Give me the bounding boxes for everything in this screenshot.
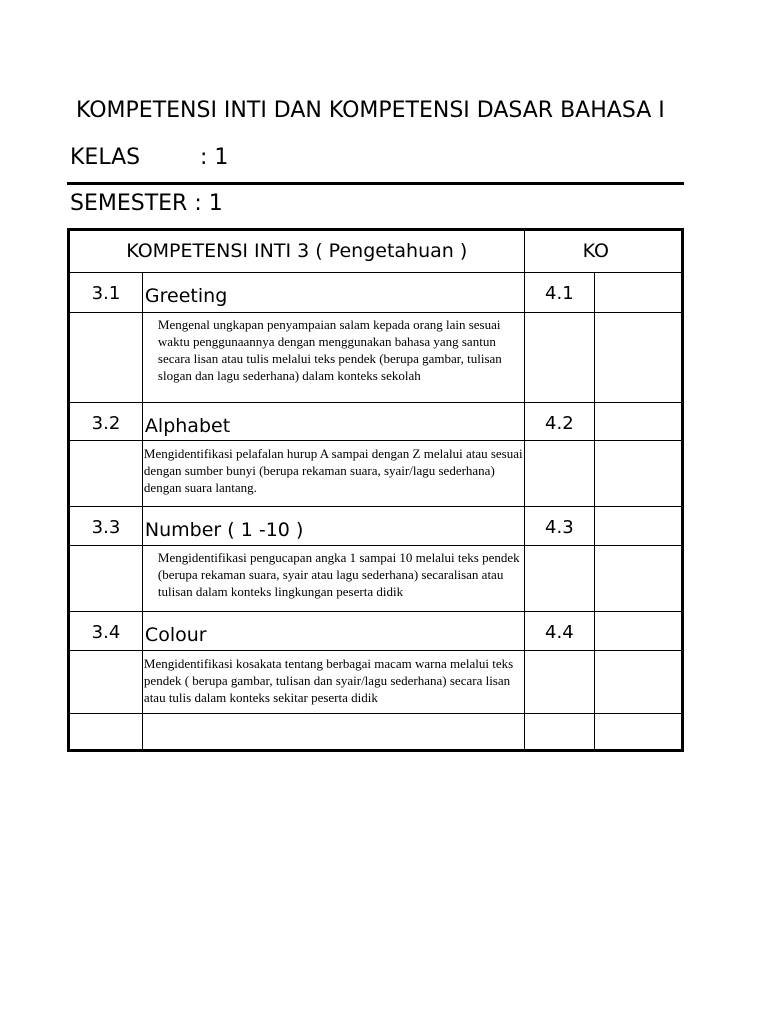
empty-cell (595, 651, 683, 714)
kd-right-cell (595, 273, 683, 313)
kd-description: Mengenal ungkapan penyampaian salam kepada orang lain sesuai waktu penggunaannya dengan menggunakan bahasa yang santun secara lisan atau tulis melalui teks pendek (berupa gambar, tulisan slogan dan lagu sederhana) dalam konteks sekolah (157, 317, 502, 383)
kd-description-cell (142, 441, 524, 507)
empty-cell (69, 313, 143, 403)
kd-description: Mengidentifikasi kosakata tentang berbagai macam warna melalui teks pendek ( berupa gambar, tulisan dan syair/lagu sederhana) secara lisan atau tulis dalam konteks sekitar peserta didik (143, 656, 514, 705)
kd-number: 3.2 (91, 413, 121, 434)
document-title: KOMPETENSI INTI DAN KOMPETENSI DASAR BAHASA I (76, 98, 665, 123)
kd-right-number-cell (524, 403, 595, 441)
competency-table (67, 228, 684, 752)
kd-description: Mengidentifikasi pelafalan hurup A sampai dengan Z melalui atau sesuai dengan sumber bunyi (berupa rekaman suara, syair/lagu sederhana) dengan suara lantang. (143, 446, 523, 495)
empty-cell (595, 546, 683, 612)
kd-topic: Alphabet (144, 415, 231, 437)
kd-number-cell (69, 403, 143, 441)
empty-cell (524, 546, 595, 612)
kd-number-cell (69, 612, 143, 651)
kd-right-cell (595, 507, 683, 546)
header-cell-ki4 (524, 230, 682, 273)
kd-right-number-cell (524, 507, 595, 546)
kd-number-cell (69, 507, 143, 546)
kelas-value: : 1 (200, 145, 229, 170)
kd-right-number-cell (524, 273, 595, 313)
kd-right-cell (595, 403, 683, 441)
empty-cell (595, 714, 683, 751)
semester-label: SEMESTER : 1 (70, 191, 223, 216)
table-row-description (69, 441, 683, 507)
empty-cell (524, 313, 595, 403)
table-header-row (69, 230, 683, 273)
header-ki4-text: KO (582, 240, 609, 262)
kd-right-cell (595, 612, 683, 651)
kd-topic: Number ( 1 -10 ) (144, 519, 304, 541)
table-row-description (69, 546, 683, 612)
table-row-description (69, 651, 683, 714)
empty-cell (595, 441, 683, 507)
kd-right-number: 4.1 (545, 283, 574, 304)
kd-description: Mengidentifikasi pengucapan angka 1 sampai 10 melalui teks pendek (berupa rekaman suara, syair atau lagu sederhana) secaralisan atau tulisan dalam konteks lingkungan peserta didik (157, 550, 520, 599)
empty-cell (524, 441, 595, 507)
table-row (69, 612, 683, 651)
header-ki3-text: KOMPETENSI INTI 3 ( Pengetahuan ) (126, 240, 468, 262)
kd-topic-cell (142, 612, 524, 651)
empty-cell (524, 651, 595, 714)
table-row-description (69, 313, 683, 403)
kd-number: 3.1 (91, 283, 121, 304)
table-row (69, 273, 683, 313)
kd-description-cell (142, 313, 524, 403)
kd-topic: Greeting (144, 285, 228, 307)
kd-right-number: 4.3 (545, 517, 574, 538)
empty-cell (142, 714, 524, 751)
kd-topic-cell (142, 507, 524, 546)
empty-cell (69, 714, 143, 751)
empty-cell (69, 651, 143, 714)
kelas-label: KELAS (70, 145, 141, 170)
kd-topic-cell (142, 403, 524, 441)
kd-number-cell (69, 273, 143, 313)
table-row (69, 507, 683, 546)
kd-number: 3.3 (91, 517, 121, 538)
empty-cell (69, 546, 143, 612)
table-row (69, 403, 683, 441)
kd-right-number: 4.2 (545, 413, 574, 434)
kd-right-number-cell (524, 612, 595, 651)
kd-description-cell (142, 546, 524, 612)
empty-cell (524, 714, 595, 751)
table-row-empty (69, 714, 683, 751)
kd-right-number: 4.4 (545, 622, 574, 643)
header-divider (67, 182, 684, 185)
kd-topic: Colour (144, 624, 207, 646)
empty-cell (69, 441, 143, 507)
empty-cell (595, 313, 683, 403)
kd-topic-cell (142, 273, 524, 313)
kd-number: 3.4 (91, 622, 121, 643)
kd-description-cell (142, 651, 524, 714)
header-cell-ki3 (69, 230, 525, 273)
